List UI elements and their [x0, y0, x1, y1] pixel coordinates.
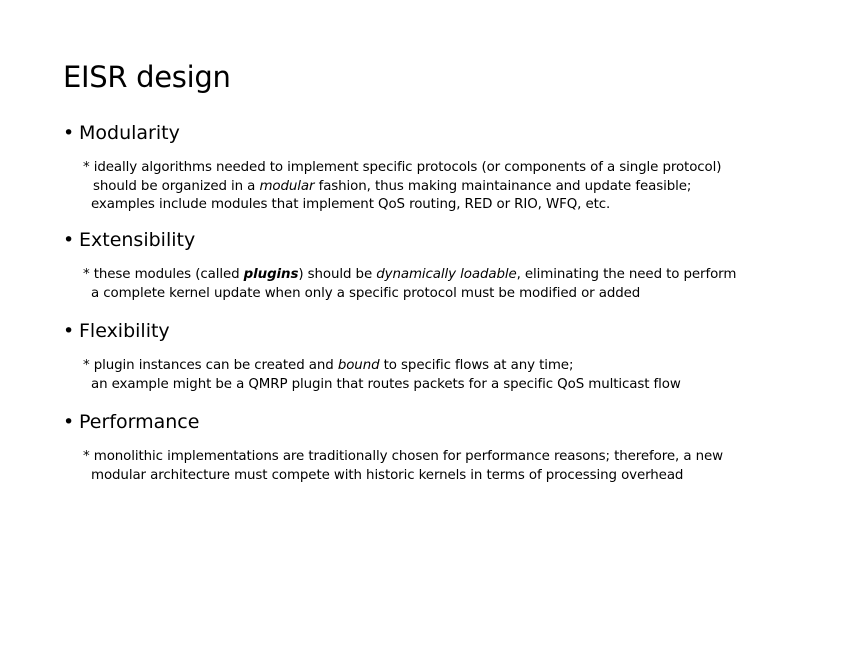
bullet-icon: • — [63, 122, 75, 144]
detail-flexibility — [83, 357, 681, 394]
detail-line: should be organized in a modular fashion, thus making maintainance and update feasible; — [93, 178, 692, 194]
detail-modularity — [83, 159, 721, 215]
emphasis-dynamically-loadable: dynamically loadable — [376, 267, 517, 282]
heading-label: Modularity — [79, 122, 180, 144]
detail-line: modular architecture must compete with historic kernels in terms of processing overhead — [91, 467, 684, 483]
detail-line: * ideally algorithms needed to implement specific protocols (or components of a single protocol) — [83, 160, 722, 175]
detail-line: * plugin instances can be created and bound to specific flows at any time; — [83, 358, 574, 373]
detail-line: * these modules (called plugins) should be dynamically loadable, eliminating the need to perform — [83, 267, 737, 282]
heading-label: Extensibility — [79, 229, 196, 251]
bullet-heading-modularity — [63, 122, 180, 144]
detail-line: * monolithic implementations are traditionally chosen for performance reasons; therefore, a new — [83, 449, 723, 464]
detail-line: an example might be a QMRP plugin that routes packets for a specific QoS multicast flow — [91, 376, 681, 392]
emphasis-bound: bound — [337, 358, 380, 373]
bullet-heading-flexibility — [63, 320, 170, 342]
detail-line: a complete kernel update when only a specific protocol must be modified or added — [91, 285, 641, 301]
detail-extensibility — [83, 266, 736, 303]
heading-label: Performance — [79, 411, 200, 433]
detail-line: examples include modules that implement QoS routing, RED or RIO, WFQ, etc. — [91, 197, 611, 212]
heading-label: Flexibility — [79, 320, 170, 342]
bullet-heading-performance — [63, 411, 199, 433]
slide-title: EISR design — [63, 60, 231, 94]
detail-performance — [83, 448, 723, 485]
bullet-icon: • — [63, 229, 75, 251]
bullet-icon: • — [63, 320, 75, 342]
bullet-icon: • — [63, 411, 75, 433]
bullet-heading-extensibility — [63, 229, 195, 251]
emphasis-plugins: plugins — [243, 267, 299, 282]
emphasis-modular: modular — [259, 178, 315, 194]
